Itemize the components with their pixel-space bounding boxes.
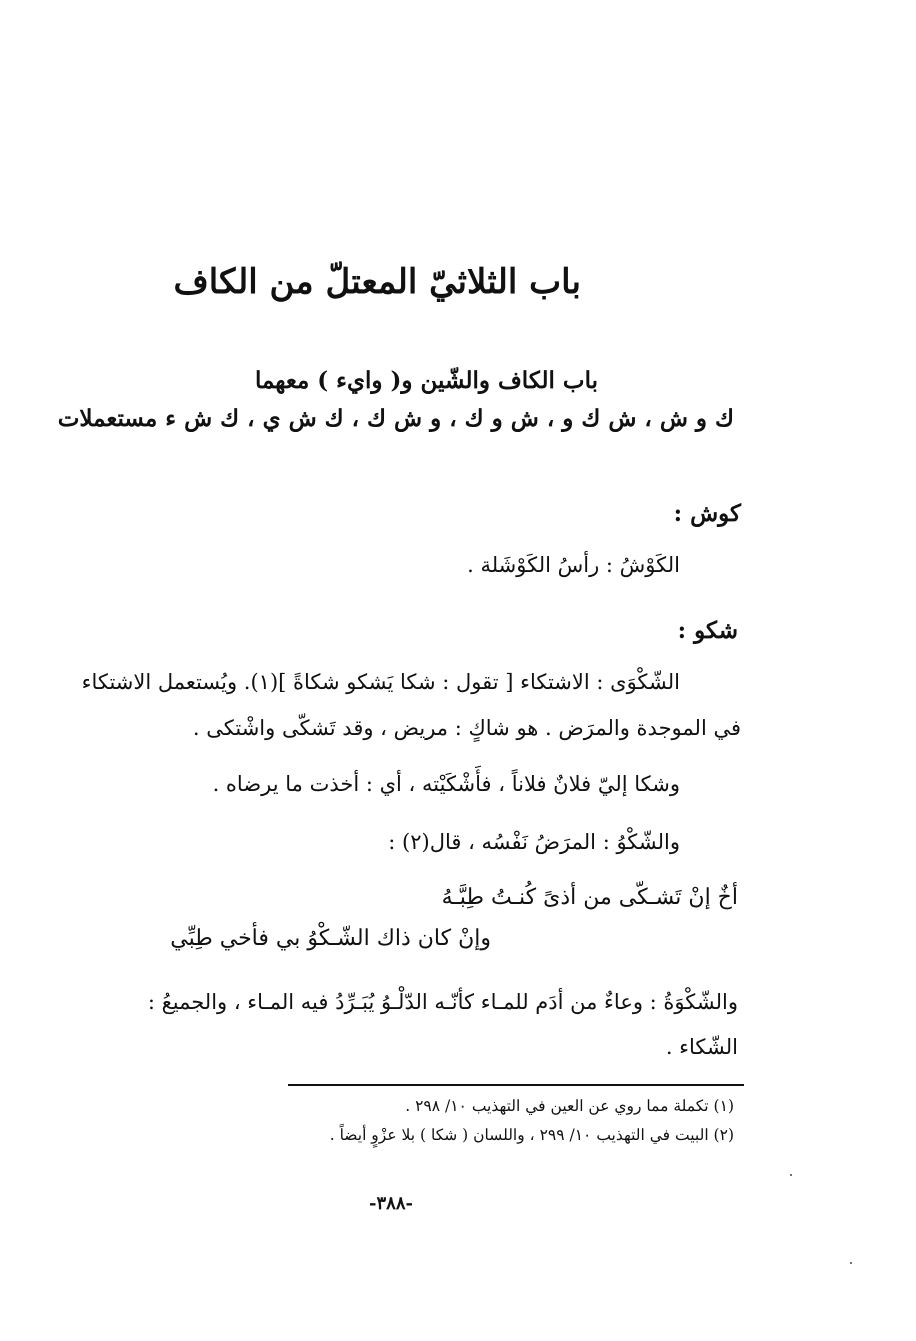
page-title: باب الثلاثيّ المعتلّ من الكاف [173, 262, 581, 302]
entry-head-kawsh: كوش : [673, 500, 741, 527]
entry-line: والشّكْوُ : المرَضُ نَفْسُه ، قال(٢) : [388, 830, 680, 854]
poem-verse-second: وإنْ كان ذاك الشّـكْوُ بي فأخي طِبِّي [170, 926, 491, 951]
entry-line: الشّكاء . [665, 1035, 738, 1059]
entry-line: والشّكْوَةُ : وعاءٌ من أدَم للمـاء كأنّـه الدّلْـوُ يُبَـرِّدُ فيه المـاء ، والجميعُ : [147, 990, 738, 1014]
entry-line: الشّكْوَى : الاشتكاء [ تقول : شكا يَشكو شكاةً ](١). ويُستعمل الاشتكاء [81, 670, 680, 694]
page-number: -٣٨٨- [369, 1193, 413, 1214]
poem-verse-first: أخٌ إنْ تَشـكّى من أذىً كُنـتُ طِبَّـهُ [441, 885, 738, 910]
entry-head-shakw: شكو : [677, 617, 738, 644]
entry-line: الكَوْشُ : رأسُ الكَوْشَلة . [467, 553, 680, 577]
entry-line: في الموجدة والمرَض . هو شاكٍ : مريض ، وقد تَشكّى واشْتكى . [192, 716, 741, 740]
scan-speck [850, 1262, 852, 1264]
entry-line: وشكا إليّ فلانٌ فلاناً ، فأَشْكَيْته ، أي : أخذت ما يرضاه . [212, 772, 680, 796]
footnote: (٢) البيت في التهذيب ١٠/ ٢٩٩ ، واللسان ( شكا ) بلا عزْوٍ أيضاً . [329, 1126, 734, 1144]
footnote: (١) تكملة مما روي عن العين في التهذيب ١٠/ ٢٩٨ . [405, 1097, 734, 1115]
scan-speck [790, 1174, 792, 1176]
footnote-divider [288, 1084, 744, 1086]
section-root-list: ك و ش ، ش ك و ، ش و ك ، و ش ك ، ك ش ي ، ك ش ء مستعملات [57, 405, 734, 432]
section-subtitle: باب الكاف والشّين و( وايء ) معهما [254, 367, 598, 394]
